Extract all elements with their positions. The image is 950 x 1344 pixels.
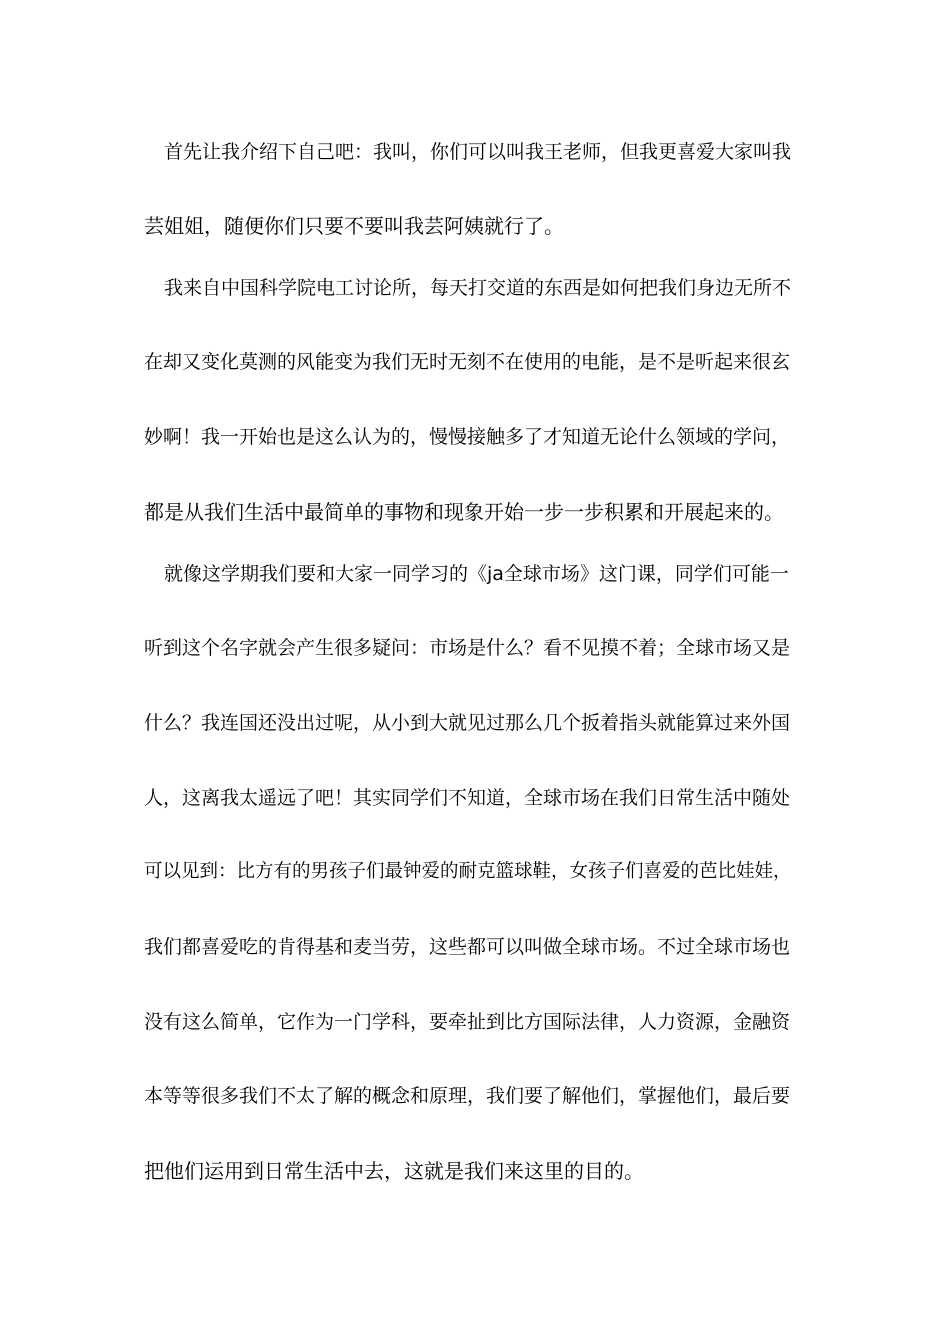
paragraph-3-line-2: 听到这个名字就会产生很多疑问：市场是什么？看不见摸不着；全球市场又是 [144,637,791,659]
paragraph-3-line-6: 我们都喜爱吃的肯得基和麦当劳，这些都可以叫做全球市场。不过全球市场也 [144,936,791,958]
paragraph-3-line-7: 没有这么简单，它作为一门学科，要牵扯到比方国际法律，人力资源，金融资 [144,1011,791,1033]
paragraph-3-line-9: 把他们运用到日常生活中去，这就是我们来这里的目的。 [144,1159,644,1183]
paragraph-1-line-1: 首先让我介绍下自己吧：我叫，你们可以叫我王老师，但我更喜爱大家叫我 [164,141,792,163]
paragraph-3-line-8: 本等等很多我们不太了解的概念和原理，我们要了解他们，掌握他们，最后要 [144,1085,791,1107]
paragraph-3-line-5: 可以见到：比方有的男孩子们最钟爱的耐克篮球鞋，女孩子们喜爱的芭比娃娃， [144,861,792,882]
paragraph-1-line-2: 芸姐姐，随便你们只要不要叫我芸阿姨就行了。 [144,214,564,238]
paragraph-3-line-1: 就像这学期我们要和大家一同学习的《ja全球市场》这门课，同学们可能一 [164,563,789,585]
paragraph-3-line-4: 人，这离我太遥远了吧！其实同学们不知道，全球市场在我们日常生活中随处 [144,787,791,809]
paragraph-2-line-3: 妙啊！我一开始也是这么认为的，慢慢接触多了才知道无论什么领域的学问， [144,426,791,448]
paragraph-2-line-2: 在却又变化莫测的风能变为我们无时无刻不在使用的电能，是不是听起来很玄 [144,351,791,373]
paragraph-3-line-3: 什么？我连国还没出过呢，从小到大就见过那么几个扳着指头就能算过来外国 [144,712,791,734]
paragraph-2-line-4: 都是从我们生活中最简单的事物和现象开始一步一步积累和开展起来的。 [144,500,784,524]
paragraph-2-line-1: 我来自中国科学院电工讨论所，每天打交道的东西是如何把我们身边无所不 [164,277,792,299]
